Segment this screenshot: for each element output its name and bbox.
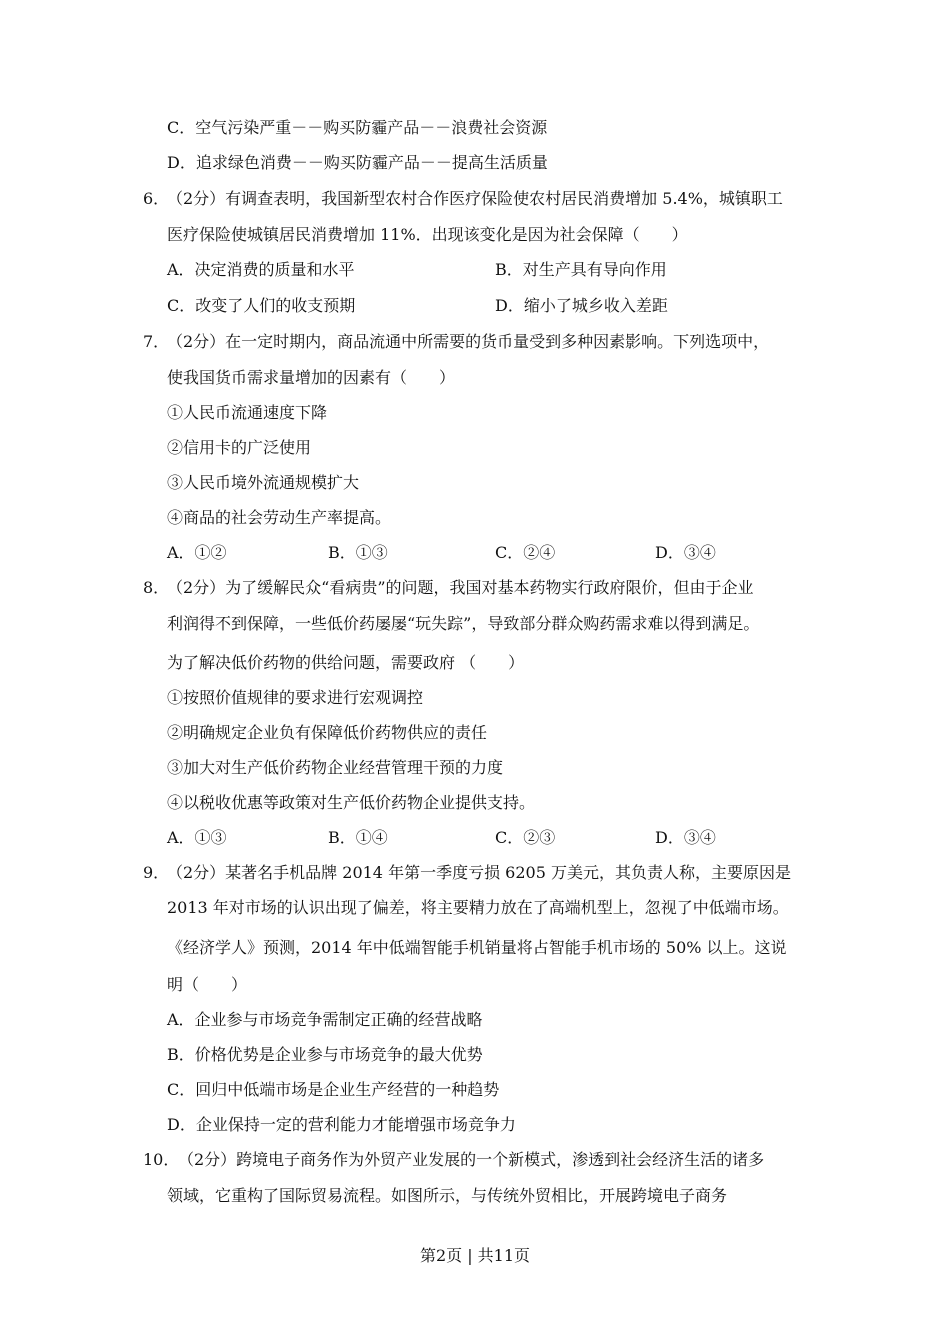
page-footer: 第2页 | 共11页: [419, 1246, 531, 1265]
q7-option-c: C．②④: [495, 543, 556, 562]
q9-option-d: D．企业保持一定的营利能力才能增强市场竞争力: [167, 1115, 516, 1134]
q10-stem-line: 领域，它重构了国际贸易流程。如图所示，与传统外贸相比，开展跨境电子商务: [167, 1186, 728, 1205]
q6-option-b: B．对生产具有导向作用: [495, 260, 667, 279]
q9-option-a: A．企业参与市场竞争需制定正确的经营战略: [167, 1010, 483, 1029]
q8-number: 8．: [143, 578, 170, 597]
q8-item: ②明确规定企业负有保障低价药物供应的责任: [167, 723, 488, 742]
q7-item: ③人民币境外流通规模扩大: [167, 473, 360, 492]
q7-item: ②信用卡的广泛使用: [167, 438, 312, 457]
q7-item: ①人民币流通速度下降: [167, 403, 328, 422]
q8-stem-line: 利润得不到保障，一些低价药屡屡“玩失踪”，导致部分群众购药需求难以得到满足。: [167, 614, 760, 633]
q8-option-a: A．①③: [167, 828, 227, 847]
q8-option-c: C．②③: [495, 828, 556, 847]
q6-option-a: A．决定消费的质量和水平: [167, 260, 355, 279]
q8-item: ①按照价值规律的要求进行宏观调控: [167, 688, 424, 707]
q7-option-a: A．①②: [167, 543, 227, 562]
q7-stem-line: （2分）在一定时期内，商品流通中所需要的货币量受到多种因素影响。下列选项中，: [167, 332, 770, 351]
q7-option-b: B．①③: [328, 543, 388, 562]
q9-stem-line: 《经济学人》预测，2014 年中低端智能手机销量将占智能手机市场的 50% 以上。这说: [167, 938, 787, 957]
q9-stem-line: 2013 年对市场的认识出现了偏差，将主要精力放在了高端机型上，忽视了中低端市场。: [167, 898, 789, 917]
q6-stem-line: 医疗保险使城镇居民消费增加 11%．出现该变化是因为社会保障（ ）: [167, 225, 688, 244]
q6-number: 6．: [143, 189, 170, 208]
q6-option-c: C．改变了人们的收支预期: [167, 296, 356, 315]
q7-number: 7．: [143, 332, 170, 351]
q10-stem-line: （2分）跨境电子商务作为外贸产业发展的一个新模式，渗透到社会经济生活的诸多: [178, 1150, 765, 1169]
q9-option-c: C．回归中低端市场是企业生产经营的一种趋势: [167, 1080, 500, 1099]
q9-stem-line: （2分）某著名手机品牌 2014 年第一季度亏损 6205 万美元，其负责人称，主要原因是: [167, 863, 791, 882]
q7-option-d: D．③④: [655, 543, 716, 562]
q9-number: 9．: [143, 863, 170, 882]
q8-stem-line: （2分）为了缓解民众“看病贵”的问题，我国对基本药物实行政府限价，但由于企业: [167, 578, 754, 597]
q6-option-d: D．缩小了城乡收入差距: [495, 296, 668, 315]
q9-option-b: B．价格优势是企业参与市场竞争的最大优势: [167, 1045, 483, 1064]
q10-number: 10．: [143, 1150, 180, 1169]
q9-stem-line: 明（ ）: [167, 975, 248, 994]
q7-stem-line: 使我国货币需求量增加的因素有（ ）: [167, 368, 456, 387]
q8-option-d: D．③④: [655, 828, 716, 847]
q6-stem-line: （2分）有调查表明，我国新型农村合作医疗保险使农村居民消费增加 5.4%，城镇职工: [167, 189, 783, 208]
q8-item: ④以税收优惠等政策对生产低价药物企业提供支持。: [167, 793, 536, 812]
q5-option-d: D．追求绿色消费－－购买防霾产品－－提高生活质量: [167, 153, 548, 172]
q5-option-c: C．空气污染严重－－购买防霾产品－－浪费社会资源: [167, 118, 548, 137]
q7-item: ④商品的社会劳动生产率提高。: [167, 508, 392, 527]
q8-option-b: B．①④: [328, 828, 388, 847]
q8-stem-line: 为了解决低价药物的供给问题，需要政府 （ ）: [167, 653, 525, 672]
q8-item: ③加大对生产低价药物企业经营管理干预的力度: [167, 758, 504, 777]
